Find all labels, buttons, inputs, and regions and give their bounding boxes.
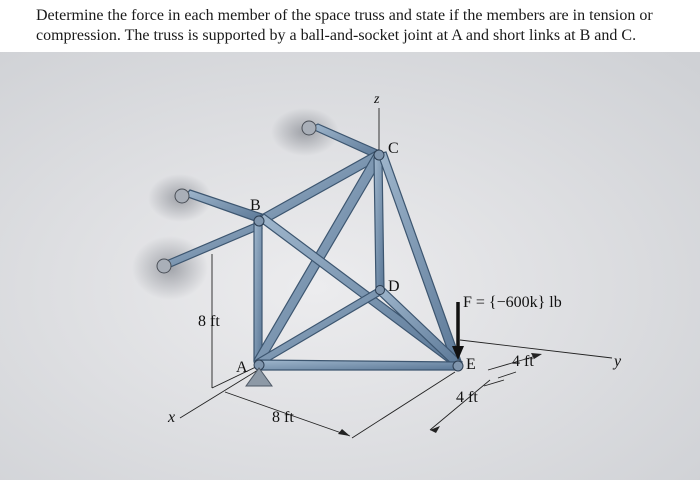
label-x: x: [168, 409, 176, 426]
figure-background: [0, 52, 700, 480]
label-b: B: [250, 197, 261, 214]
link-a-ground: [157, 259, 171, 273]
label-a: A: [236, 359, 248, 376]
problem-statement: [36, 6, 686, 46]
member-ab: [254, 222, 262, 362]
label-c: C: [388, 140, 399, 157]
dim-e-x-label: 4 ft: [456, 389, 478, 406]
dim-width-label: 8 ft: [272, 409, 294, 426]
joint-d: [376, 286, 385, 295]
link-b-ground: [175, 189, 189, 203]
label-y: y: [614, 353, 622, 370]
label-d: D: [388, 278, 400, 295]
dim-height-label: 8 ft: [198, 313, 220, 330]
label-e: E: [466, 356, 476, 373]
link-c-ground: [302, 121, 316, 135]
joint-b: [254, 216, 264, 226]
joint-c: [374, 150, 384, 160]
member-cd: [374, 158, 384, 290]
load-label: F = {−600k} lb: [463, 294, 562, 311]
dim-e-y-label: 4 ft: [512, 353, 534, 370]
space-truss-figure: [0, 52, 700, 480]
problem-statement-line-2: compression. The truss is supported by a ball-and-socket joint at A and short links at B and C.: [36, 27, 637, 44]
label-z: z: [374, 92, 380, 107]
problem-statement-line-1: Determine the force in each member of the space truss and state if the members are in tension or: [36, 7, 653, 24]
joint-e: [453, 361, 463, 371]
member-ae: [258, 360, 458, 370]
